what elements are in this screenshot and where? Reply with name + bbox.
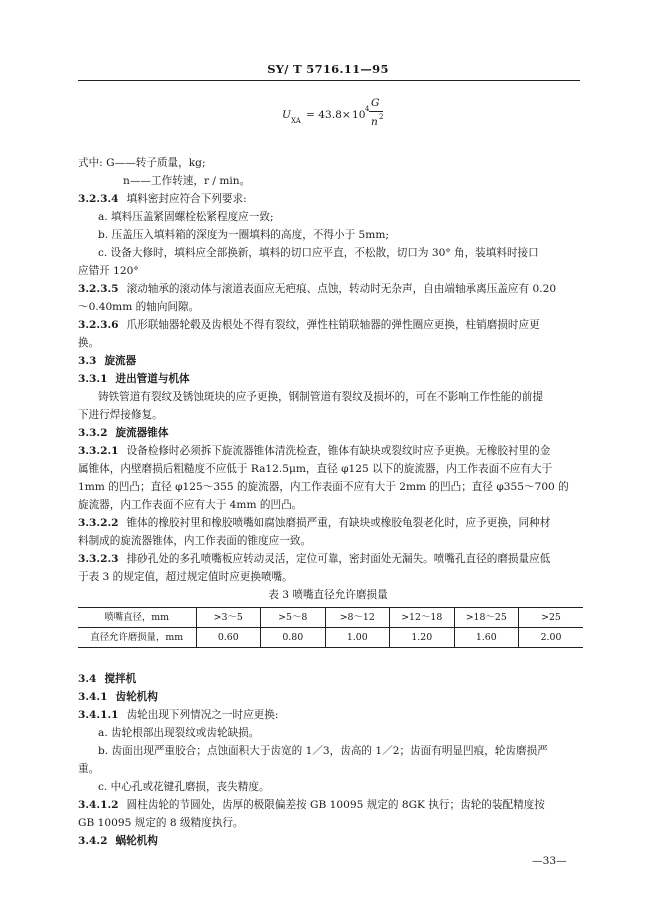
clause-text: 锥体的橡胶衬里和橡胶喷嘴如腐蚀磨损严重，有缺块或橡胶龟裂老化时，应予更换，同种材 bbox=[126, 517, 551, 529]
table-cell: >3～5 bbox=[196, 608, 261, 628]
text-line: c. 设备大修时，填料应全部换新，填料的切口应平直，不松散，切口为 30° 角，装填料时接口 bbox=[98, 247, 539, 259]
text-line: 属锥体，内壁磨损后粗糙度不应低于 Ra12.5μm，直径 φ125 以下的旋流器，内工作表面不应有大于 bbox=[78, 463, 553, 475]
table-cell: >25 bbox=[519, 608, 584, 628]
clause-text: 搅拌机 bbox=[104, 673, 137, 685]
section-3-4-2 bbox=[78, 834, 582, 848]
formula-equals: = 43.8× bbox=[306, 109, 351, 121]
text-line: 1mm 的凹凸；直径 φ125～355 的旋流器，内工作表面不应有大于 2mm 的凹凸；直径 φ355～700 的 bbox=[78, 481, 569, 493]
formula-den: n bbox=[371, 116, 378, 128]
formula-den-exp: 2 bbox=[379, 113, 384, 121]
table-cell: 2.00 bbox=[519, 628, 584, 648]
text-line: 旋流器，内工作表面不应有大于 4mm 的凹凸。 bbox=[78, 499, 303, 511]
clause-text: 齿轮机构 bbox=[115, 691, 158, 703]
clause-3-3-2-1 bbox=[78, 444, 582, 458]
formula-sub: XA bbox=[291, 117, 301, 125]
text-line: GB 10095 规定的 8 级精度执行。 bbox=[78, 817, 244, 829]
formula-base: 10 bbox=[352, 109, 366, 121]
clause-text: 爪形联轴器轮毂及齿根处不得有裂纹，弹性柱销联轴器的弹性圈应更换，柱销磨损时应更 bbox=[126, 319, 540, 331]
table-cell: 直径允许磨损量，mm bbox=[78, 628, 196, 648]
formula-num: G bbox=[371, 97, 380, 109]
clause-text: 滚动轴承的滚动体与滚道表面应无疤痕、点蚀，转动时无杂声，自由端轴承离压盖应有 0.20 bbox=[126, 283, 557, 295]
text-line: n——工作转速，r / min。 bbox=[123, 175, 251, 187]
text-line: b. 齿面出现严重胶合；点蚀面积大于齿宽的 1／3，齿高的 1／2；齿面有明显凹痕，轮齿磨损严 bbox=[98, 745, 548, 757]
text-line: 重。 bbox=[78, 763, 100, 775]
clause-number: 3.3.1 bbox=[78, 373, 108, 385]
clause-number: 3.3.2.2 bbox=[78, 517, 119, 529]
clause-3-4-1-1 bbox=[78, 708, 582, 722]
table-cell: >8～12 bbox=[325, 608, 390, 628]
text-line: ～0.40mm 的轴向间隙。 bbox=[78, 301, 200, 313]
section-3-3-2 bbox=[78, 426, 582, 440]
table-cell: 1.00 bbox=[325, 628, 390, 648]
table-row bbox=[78, 628, 583, 648]
table-cell: 喷嘴直径，mm bbox=[78, 608, 196, 628]
text-line: 铸铁管道有裂纹及锈蚀斑块的应予更换，钢制管道有裂纹及损坏的，可在不影响工作性能的前提 bbox=[98, 391, 543, 403]
table-cell: 0.60 bbox=[196, 628, 261, 648]
text-line: b. 压盖压入填料箱的深度为一圈填料的高度，不得小于 5mm; bbox=[98, 229, 389, 241]
section-3-3 bbox=[78, 354, 582, 368]
table-cell: 1.60 bbox=[454, 628, 519, 648]
clause-text: 排砂孔处的多孔喷嘴板应转动灵活，定位可靠，密封面处无漏失。喷嘴孔直径的磨损量应低 bbox=[126, 553, 551, 565]
clause-text: 旋流器锥体 bbox=[115, 427, 169, 439]
clause-text: 蜗轮机构 bbox=[115, 835, 158, 847]
clause-number: 3.3.2.3 bbox=[78, 553, 119, 565]
clause-number: 3.4 bbox=[78, 673, 97, 685]
clause-number: 3.4.1 bbox=[78, 691, 108, 703]
table-cell: >12～18 bbox=[390, 608, 455, 628]
clause-text: 齿轮出现下列情况之一时应更换: bbox=[126, 709, 279, 721]
clause-text: 圆柱齿轮的节圆处，齿厚的极限偏差按 GB 10095 规定的 8GK 执行；齿轮的装配精度按 bbox=[126, 799, 545, 811]
table-cell: 1.20 bbox=[390, 628, 455, 648]
header-divider bbox=[78, 80, 580, 81]
clause-number: 3.4.2 bbox=[78, 835, 108, 847]
clause-text: 设备检修时必须拆下旋流器锥体清洗检查，锥体有缺块或裂纹时应予更换。无橡胶衬里的金 bbox=[126, 445, 551, 457]
table-cell: >18～25 bbox=[454, 608, 519, 628]
table-3 bbox=[78, 607, 583, 648]
table-header-row bbox=[78, 608, 583, 628]
clause-number: 3.2.3.4 bbox=[78, 193, 119, 205]
table-cell: 0.80 bbox=[261, 628, 326, 648]
text-line: 下进行焊接修复。 bbox=[78, 409, 163, 421]
clause-3-4-1-2 bbox=[78, 798, 582, 812]
text-line: a. 填料压盖紧固螺栓松紧程度应一致; bbox=[98, 211, 274, 223]
section-3-3-1 bbox=[78, 372, 582, 386]
text-line: 料制成的旋流器锥体，内工作表面的锥度应一致。 bbox=[78, 535, 312, 547]
text-line: 应错开 120° bbox=[78, 265, 139, 277]
text-line: 于表 3 的规定值，超过规定值时应更换喷嘴。 bbox=[78, 571, 293, 583]
clause-number: 3.4.1.2 bbox=[78, 799, 119, 811]
text-line: 式中: G——转子质量，kg; bbox=[78, 157, 206, 169]
clause-number: 3.3.2 bbox=[78, 427, 108, 439]
page-number: —33— bbox=[532, 855, 567, 867]
clause-number: 3.3 bbox=[78, 355, 97, 367]
clause-3-3-2-3 bbox=[78, 552, 582, 566]
text-line: 换。 bbox=[78, 337, 100, 349]
clause-text: 填料密封应符合下列要求: bbox=[126, 193, 247, 205]
text-line: a. 齿轮根部出现裂纹或齿轮缺损。 bbox=[98, 727, 260, 739]
table-3-caption: 表 3 喷嘴直径允许磨损量 bbox=[268, 589, 388, 601]
standard-code-header: SY/ T 5716.11—95 bbox=[267, 62, 389, 76]
clause-number: 3.2.3.5 bbox=[78, 283, 119, 295]
formula-exp: 4 bbox=[365, 105, 370, 113]
clause-3-2-3-6 bbox=[78, 318, 582, 332]
clause-3-3-2-2 bbox=[78, 516, 582, 530]
formula-uxa bbox=[282, 94, 442, 134]
clause-3-2-3-4 bbox=[78, 192, 582, 206]
clause-text: 进出管道与机体 bbox=[115, 373, 190, 385]
section-3-4-1 bbox=[78, 690, 582, 704]
table-cell: >5～8 bbox=[261, 608, 326, 628]
clause-number: 3.3.2.1 bbox=[78, 445, 119, 457]
clause-number: 3.4.1.1 bbox=[78, 709, 119, 721]
formula-lhs: U bbox=[282, 109, 291, 121]
clause-text: 旋流器 bbox=[104, 355, 137, 367]
text-line: c. 中心孔或花键孔磨损，丧失精度。 bbox=[98, 781, 270, 793]
clause-number: 3.2.3.6 bbox=[78, 319, 119, 331]
section-3-4 bbox=[78, 672, 582, 686]
clause-3-2-3-5 bbox=[78, 282, 582, 296]
